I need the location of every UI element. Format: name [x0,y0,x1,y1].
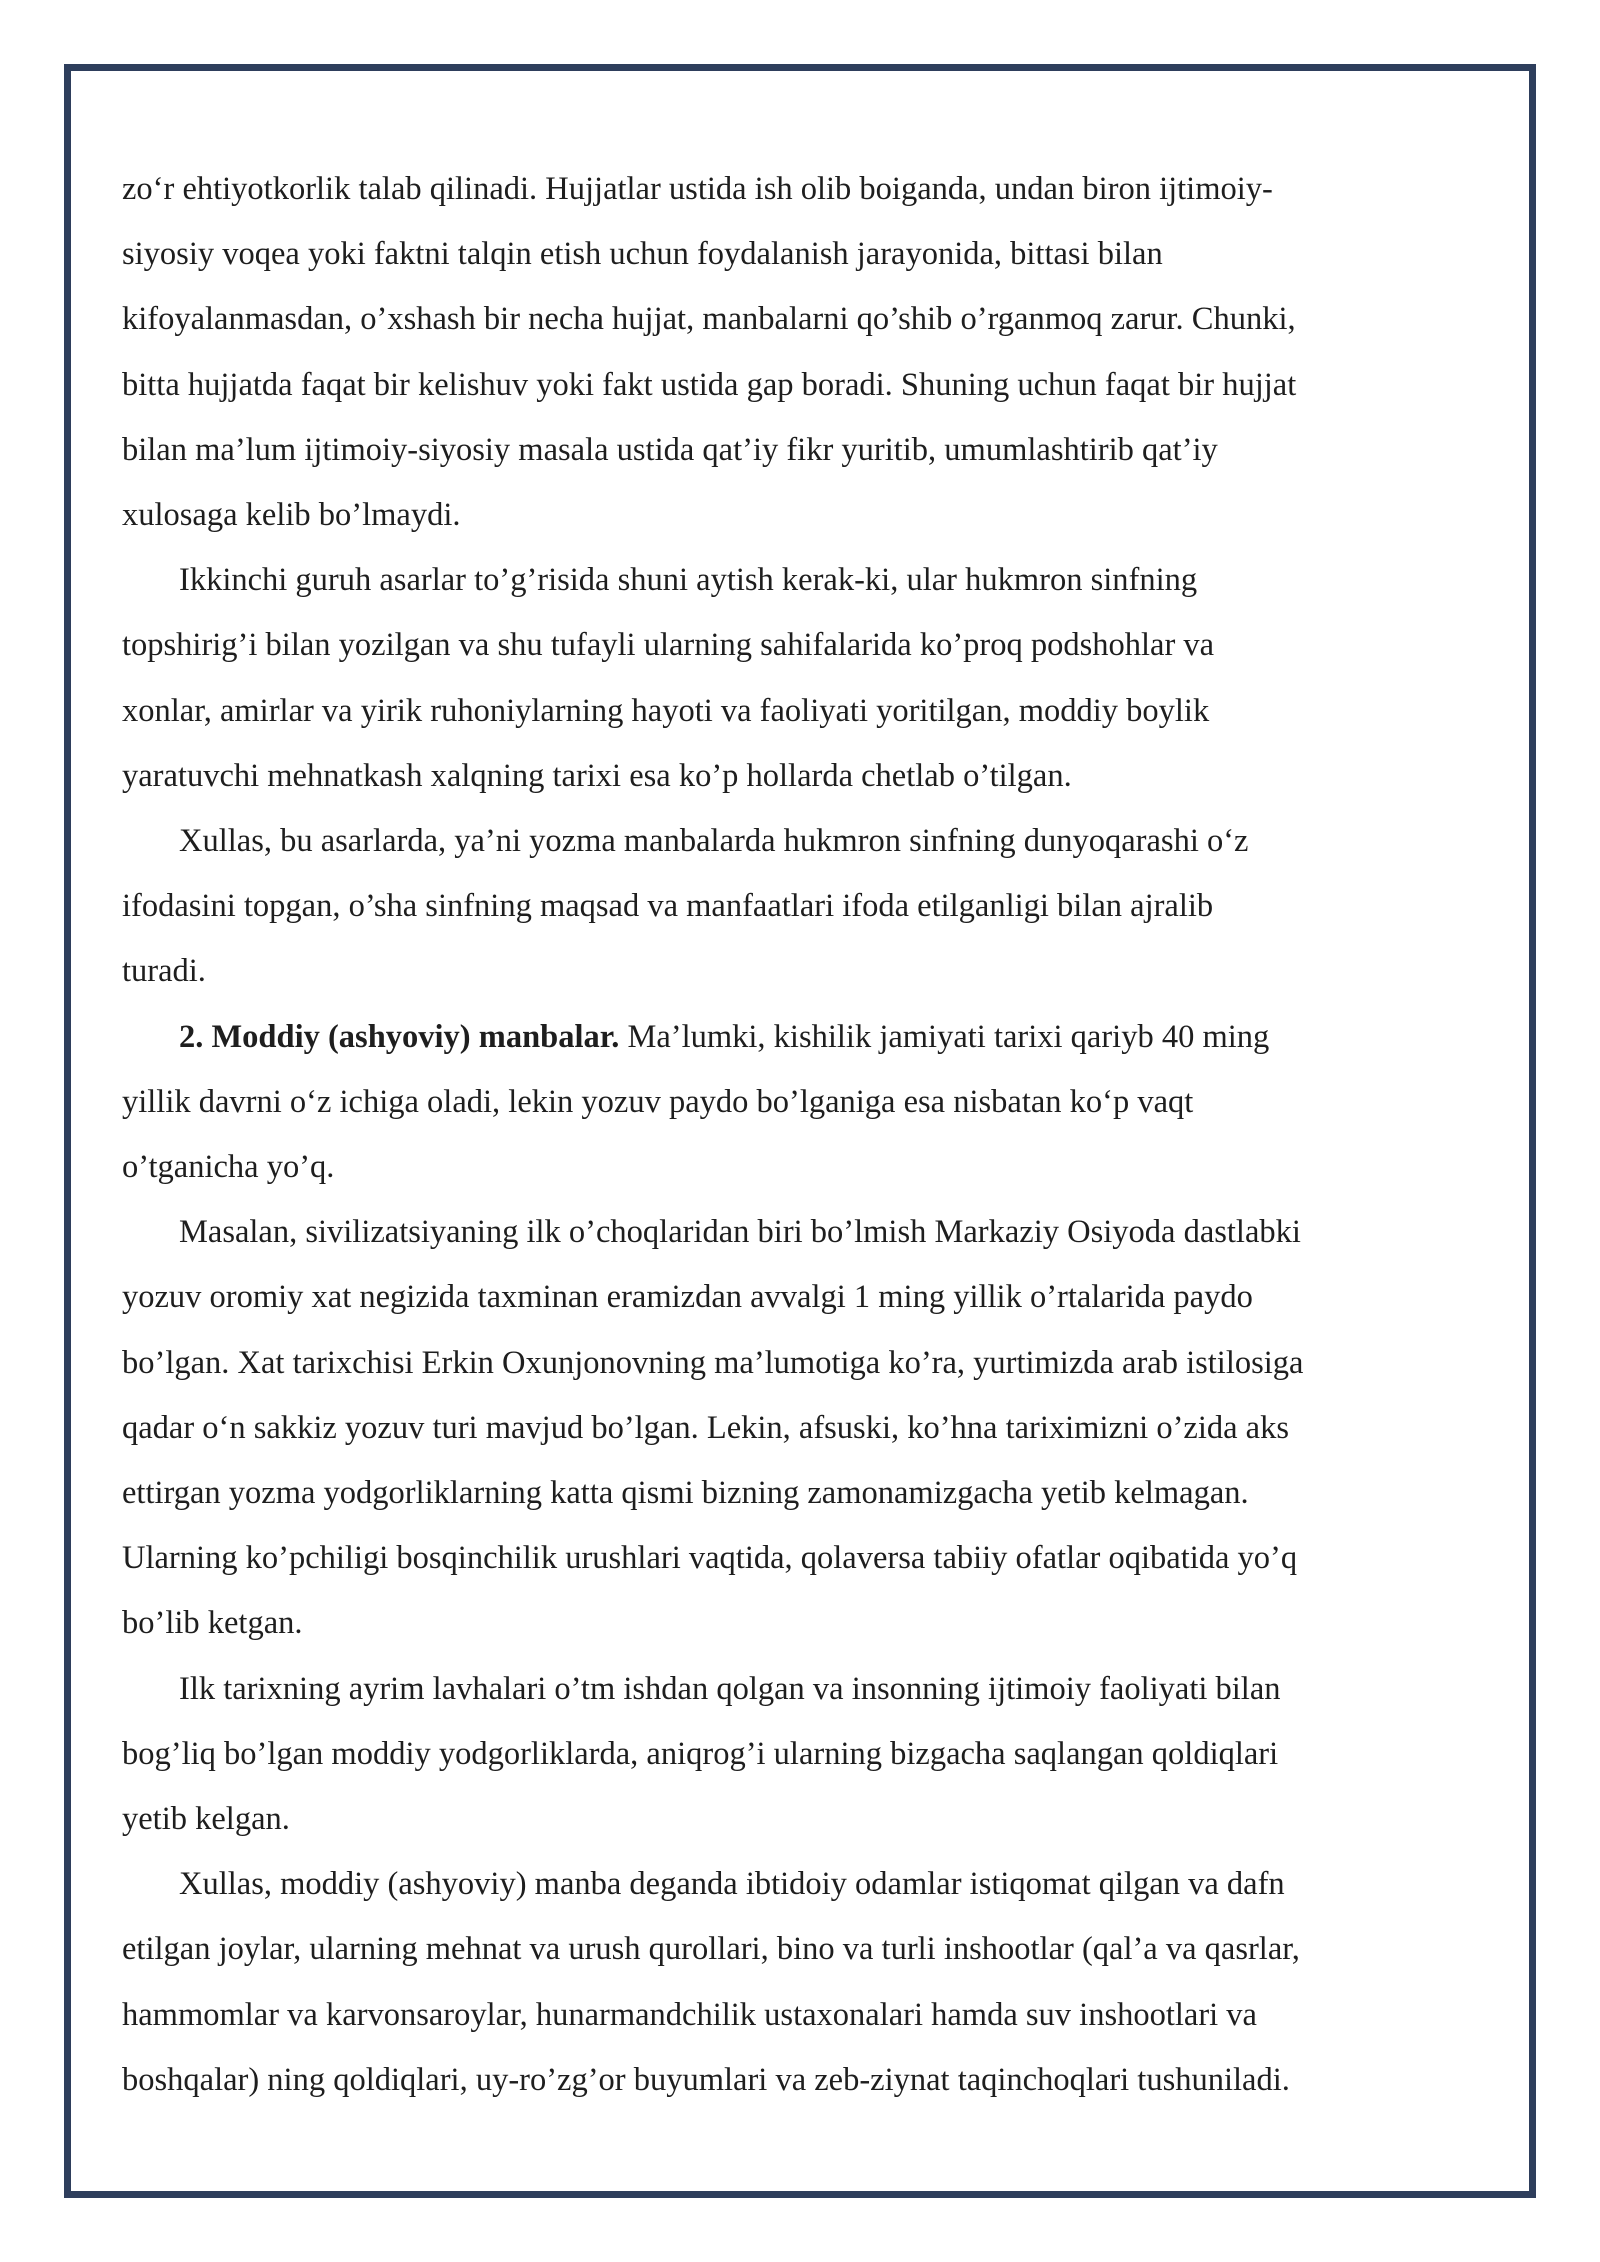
paragraph-1: zo‘r ehtiyotkorlik talab qilinadi. Hujjatlar ustida ish olib boiganda, undan biron ijtimoiy- siyosiy voqea yoki faktni talqin etish uchun foydalanish jarayonida, bittasi bilan kifoyalanmasdan, o’xshash bir necha hujjat, manbalarni qo’shib o’rganmoq zarur. Chunki, bitta hujjatda faqat bir kelishuv yoki fakt ustida gap boradi. Shuning uchun faqat bir hujjat bilan ma’lum ijtimoiy-siyosiy masala ustida qat’iy fikr yuritib, umumlashtirib qat’iy xulosaga kelib bo’lmaydi. [122,171,1297,534]
paragraph-4 [122,1005,1502,1201]
paragraph-6: Ilk tarixning ayrim lavhalari o’tm ishdan qolgan va insonning ijtimoiy faoliyati bilan bog’liq bo’lgan moddiy yodgorliklarda, aniqrog’i ularning bizgacha saqlangan qoldiqlari yetib kelgan. [122,1670,1281,1838]
paragraph-5: Masalan, sivilizatsiyaning ilk o’choqlaridan biri bo’lmish Markaziy Osiyoda dastlabki yozuv oromiy xat negizida taxminan eramizdan avvalgi 1 ming yillik o’rtalarida paydo bo’lgan. Xat tarixchisi Erkin Oxunjonovning ma’lumotiga ko’ra, yurtimizda arab istilosiga qadar o‘n sakkiz yozuv turi mavjud bo’lgan. Lekin, afsuski, ko’hna tariximizni o’zida aks ettirgan yozma yodgorliklarning katta qismi bizning zamonamizgacha yetib kelmagan. Ularning ko’pchiligi bosqinchilik urushlari vaqtida, qolaversa tabiiy ofatlar oqibatida yo’q bo’lib ketgan. [122,1214,1304,1642]
page-body [122,157,1502,2113]
paragraph-2: Ikkinchi guruh asarlar to’g’risida shuni aytish kerak-ki, ular hukmron sinfning topshirig’i bilan yozilgan va shu tufayli ularning sahifalarida ko’proq podshohlar va xonlar, amirlar va yirik ruhoniylarning hayoti va faoliyati yoritilgan, moddiy boylik yaratuvchi mehnatkash xalqning tarixi esa ko’p hollarda chetlab o’tilgan. [122,562,1215,794]
paragraph-4-text: Ma’lumki, kishilik jamiyati tarixi qariyb 40 ming yillik davrni o‘z ichiga oladi, lekin yozuv paydo bo’lganiga esa nisbatan ko‘p vaqt o’tganicha yo’q. [122,1018,1270,1186]
paragraph-3: Xullas, bu asarlarda, ya’ni yozma manbalarda hukmron sinfning dunyoqarashi o‘z ifodasini topgan, o’sha sinfning maqsad va manfaatlari ifoda etilganligi bilan ajralib turadi. [122,823,1249,990]
paragraph-7: Xullas, moddiy (ashyoviy) manba deganda ibtidoiy odamlar istiqomat qilgan va dafn etilgan joylar, ularning mehnat va urush qurollari, bino va turli inshootlar (qal’a va qasrlar, hammomlar va karvonsaroylar, hunarmandchilik ustaxonalari hamda suv inshootlari va boshqalar) ning qoldiqlari, uy-ro’zg’or buyumlari va zeb-ziynat taqinchoqlari tushuniladi. [122,1866,1300,2098]
section-heading: 2. Moddiy (ashyoviy) manbalar. [179,1018,620,1055]
page-frame [64,64,1536,2198]
